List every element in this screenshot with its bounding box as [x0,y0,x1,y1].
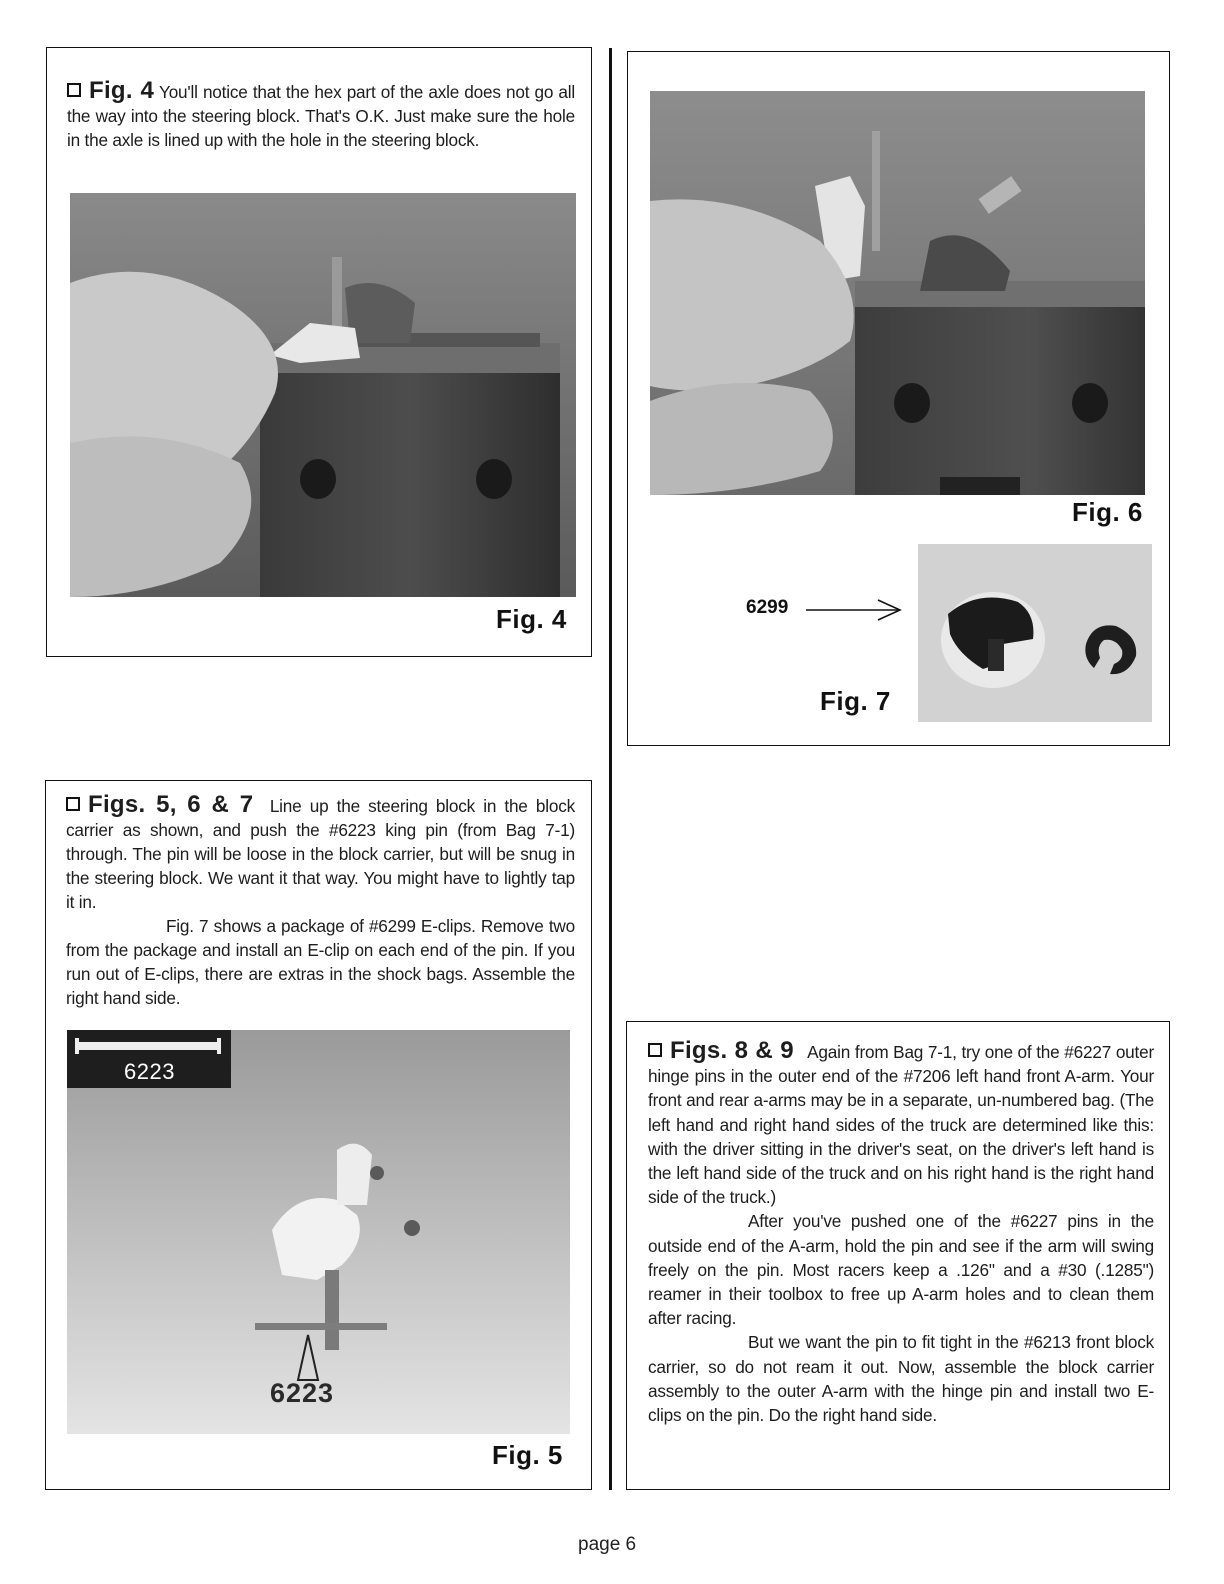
fig7-photo [918,544,1152,722]
figs89-para2: After you've pushed one of the #6227 pins in the outside end of the A-arm, hold the pin and see if the arm will swing freely on the pin. Most racers keep a .126" and a #30 (.1285") reamer in their toolbox to free up A-arm holes and to clean them after racing. [648,1211,1154,1329]
checkbox-icon[interactable] [66,797,80,811]
fig6-photo [650,91,1145,495]
fig7-callout: 6299 [746,597,789,618]
figs567-para1 [66,793,575,914]
fig5-assembly-photo [67,1030,570,1434]
fig5-part-tag: 6223 [124,1059,175,1084]
figs567-text [66,793,575,1010]
column-divider [609,48,612,1490]
figs89-body1: Again from Bag 7-1, try one of the #6227 outer hinge pins in the outer end of the #7206 left hand front A-arm. Your front and rear a-arms may be in a separate, un-numbered bag. (The left hand and right hand sides of the truck are determined like this: with the driver sitting in the driver's seat, on the driver's left hand is the left hand side of the truck and on his right hand is the right hand side of the truck.) [648,1042,1154,1208]
checkbox-icon[interactable] [648,1043,662,1057]
fig4-steering-block-photo [70,193,576,597]
fig5-part-label: 6223 [270,1378,335,1408]
fig7-caption: Fig. 7 [820,686,891,716]
page-number: page 6 [578,1534,637,1555]
fig4-caption: Fig. 4 [496,604,567,634]
fig6-caption: Fig. 6 [1072,497,1143,527]
fig4-text [67,79,575,152]
figs567-body1: Line up the steering block in the block carrier as shown, and push the #6223 king pin (from Bag 7-1) through. The pin will be loose in the block carrier, but will be snug in the steering block. We want it that way. You might have to lightly tap it in. [66,796,575,912]
checkbox-icon[interactable] [67,83,81,97]
arrow-right-icon [806,598,904,622]
e-clip-photo [918,544,1152,722]
fig4-body: You'll notice that the hex part of the axle does not go all the way into the steering block. That's O.K. Just make sure the hole in the axle is lined up with the hole in the steering block. [67,82,575,150]
figs89-text [648,1039,1154,1427]
fig5-photo [67,1030,570,1434]
figs567-lead: Figs. 5, 6 & 7 [88,791,254,818]
fig4-lead: Fig. 4 [89,77,155,104]
figs89-para3: But we want the pin to fit tight in the #6213 front block carrier, so do not ream it out. Now, assemble the block carrier assembly to the outer A-arm with the hinge pin and install two E-clips on the pin. Do the right hand side. [648,1332,1154,1426]
figs89-lead: Figs. 8 & 9 [670,1037,794,1064]
fig4-photo [70,193,576,597]
figs89-para1 [648,1039,1154,1209]
fig6-king-pin-photo [650,91,1145,495]
figs567-para2: Fig. 7 shows a package of #6299 E-clips. Remove two from the package and install an E-clip on each end of the pin. If you run out of E-clips, there are extras in the shock bags. Assemble the right hand side. [66,916,575,1008]
fig5-caption: Fig. 5 [492,1440,563,1470]
